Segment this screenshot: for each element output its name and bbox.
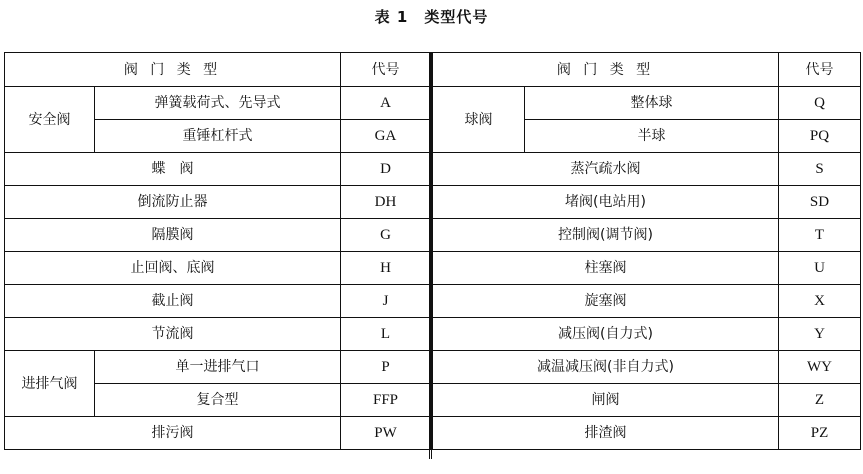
table-row xyxy=(5,285,431,318)
table-row xyxy=(5,351,431,384)
valve-name: 蝶 阀 xyxy=(5,153,341,186)
valve-name: 控制阀(调节阀) xyxy=(433,219,779,252)
valve-name: 单一进排气口 xyxy=(95,351,341,384)
valve-name: 堵阀(电站用) xyxy=(433,186,779,219)
table-row xyxy=(433,153,861,186)
table-row xyxy=(5,219,431,252)
table-row xyxy=(5,87,431,120)
table-row xyxy=(433,417,861,450)
valve-name: 排渣阀 xyxy=(433,417,779,450)
valve-code: FFP xyxy=(341,384,431,417)
valve-code: A xyxy=(341,87,431,120)
header-row xyxy=(5,53,431,87)
valve-code: PW xyxy=(341,417,431,450)
valve-type-table-right xyxy=(432,52,861,450)
valve-code: Y xyxy=(779,318,861,351)
table-row xyxy=(5,318,431,351)
table-row xyxy=(5,417,431,450)
table-row xyxy=(433,252,861,285)
valve-name: 重锤杠杆式 xyxy=(95,120,341,153)
group-safety-valve: 安全阀 xyxy=(5,87,95,153)
valve-name: 止回阀、底阀 xyxy=(5,252,341,285)
table-title: 表 1 类型代号 xyxy=(374,8,489,26)
valve-name: 蒸汽疏水阀 xyxy=(433,153,779,186)
table-row xyxy=(433,186,861,219)
table-row xyxy=(433,87,861,120)
table-row xyxy=(433,219,861,252)
table-row xyxy=(5,252,431,285)
valve-code: J xyxy=(341,285,431,318)
header-valve-type: 阀 门 类 型 xyxy=(433,53,779,87)
table-row xyxy=(5,186,431,219)
valve-code: T xyxy=(779,219,861,252)
header-row xyxy=(433,53,861,87)
valve-code: WY xyxy=(779,351,861,384)
valve-code: L xyxy=(341,318,431,351)
valve-code: S xyxy=(779,153,861,186)
valve-name: 半球 xyxy=(525,120,779,153)
valve-name: 复合型 xyxy=(95,384,341,417)
double-rule-divider xyxy=(429,52,432,459)
valve-name: 倒流防止器 xyxy=(5,186,341,219)
header-code: 代号 xyxy=(341,53,431,87)
valve-code: GA xyxy=(341,120,431,153)
valve-name: 柱塞阀 xyxy=(433,252,779,285)
group-intake-exhaust-valve: 进排气阀 xyxy=(5,351,95,417)
valve-name: 减压阀(自力式) xyxy=(433,318,779,351)
valve-code: H xyxy=(341,252,431,285)
valve-name: 排污阀 xyxy=(5,417,341,450)
valve-name: 隔膜阀 xyxy=(5,219,341,252)
table-row xyxy=(433,351,861,384)
valve-name: 整体球 xyxy=(525,87,779,120)
valve-name: 截止阀 xyxy=(5,285,341,318)
valve-code: Q xyxy=(779,87,861,120)
valve-code: DH xyxy=(341,186,431,219)
valve-code: U xyxy=(779,252,861,285)
valve-name: 减温减压阀(非自力式) xyxy=(433,351,779,384)
valve-name: 节流阀 xyxy=(5,318,341,351)
valve-code: PZ xyxy=(779,417,861,450)
group-ball-valve: 球阀 xyxy=(433,87,525,153)
valve-name: 闸阀 xyxy=(433,384,779,417)
valve-code: SD xyxy=(779,186,861,219)
valve-name: 旋塞阀 xyxy=(433,285,779,318)
valve-code: X xyxy=(779,285,861,318)
table-row xyxy=(433,285,861,318)
table-row xyxy=(433,384,861,417)
valve-code: Z xyxy=(779,384,861,417)
valve-type-table-left xyxy=(4,52,431,450)
header-valve-type: 阀 门 类 型 xyxy=(5,53,341,87)
valve-name: 弹簧载荷式、先导式 xyxy=(95,87,341,120)
valve-code: PQ xyxy=(779,120,861,153)
valve-code: D xyxy=(341,153,431,186)
valve-code: G xyxy=(341,219,431,252)
table-row xyxy=(433,318,861,351)
header-code: 代号 xyxy=(779,53,861,87)
valve-code: P xyxy=(341,351,431,384)
table-row xyxy=(5,153,431,186)
